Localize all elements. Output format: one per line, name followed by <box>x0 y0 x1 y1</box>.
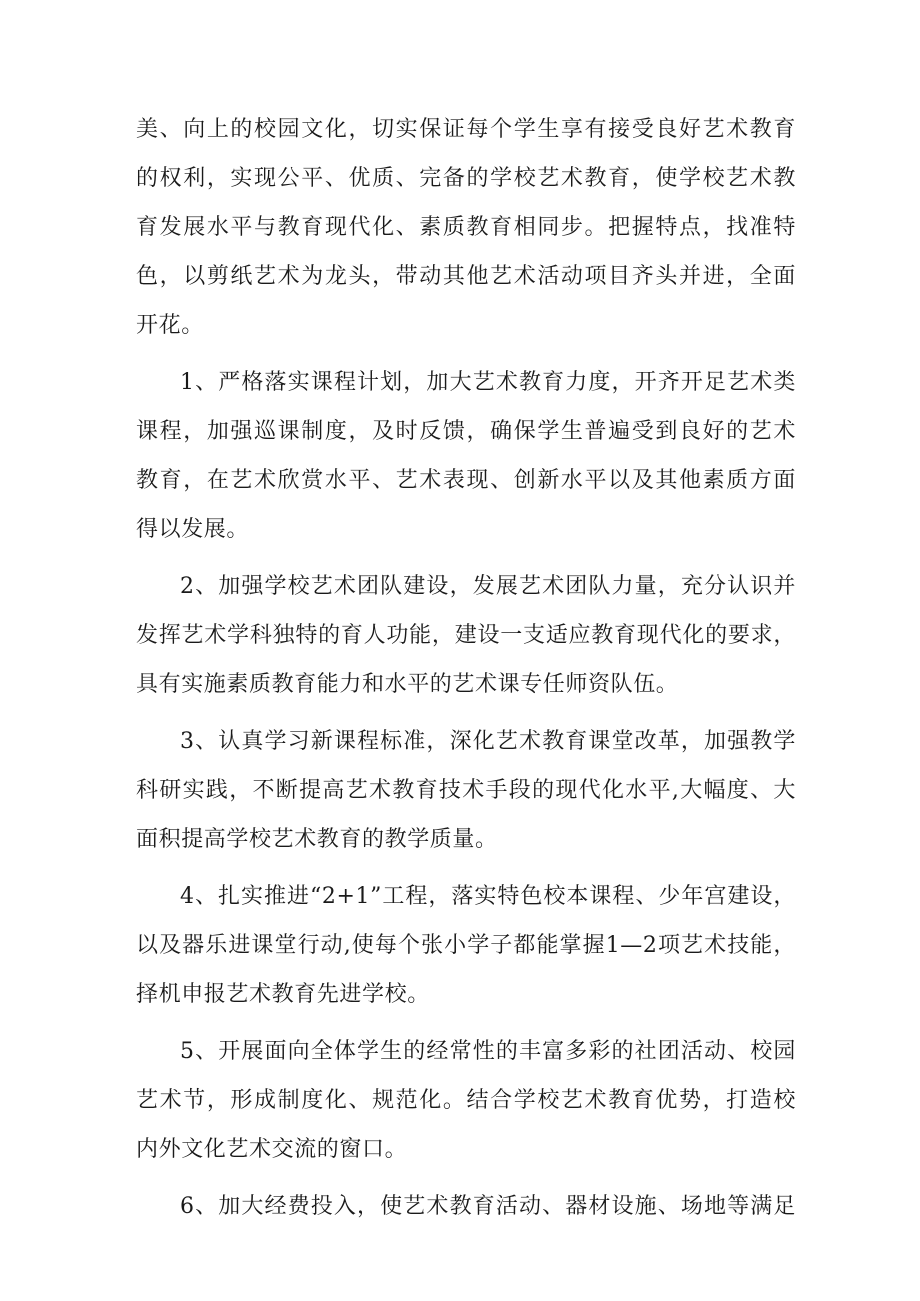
text-line: 以及器乐进课堂行动,使每个张小学子都能掌握1—2项艺术技能， <box>136 933 796 958</box>
text-line: 开花。 <box>136 313 204 338</box>
text-line: 3、认真学习新课程标准，深化艺术教育课堂改革，加强教学 <box>180 729 796 754</box>
paragraph-4 <box>136 717 796 864</box>
text-line: 的权利，实现公平、优质、完备的学校艺术教育，使学校艺术教 <box>136 166 796 191</box>
text-line: 得以发展。 <box>136 517 250 542</box>
paragraph-5 <box>136 872 796 1019</box>
text-line: 择机申报艺术教育先进学校。 <box>136 982 430 1007</box>
text-line: 1、严格落实课程计划，加大艺术教育力度，开齐开足艺术类 <box>180 370 796 395</box>
text-line: 科研实践，不断提高艺术教育技术手段的现代化水平,大幅度、大 <box>136 778 796 803</box>
paragraph-spacer <box>136 1019 796 1027</box>
paragraph-1 <box>136 105 796 350</box>
paragraph-2 <box>136 358 796 554</box>
text-line: 课程，加强巡课制度，及时反馈，确保学生普遍受到良好的艺术 <box>136 419 796 444</box>
text-line: 色，以剪纸艺术为龙头，带动其他艺术活动项目齐头并进，全面 <box>136 264 796 289</box>
paragraph-6 <box>136 1027 796 1174</box>
text-line: 6、加大经费投入，使艺术教育活动、器材设施、场地等满足 <box>180 1194 796 1219</box>
text-line: 2、加强学校艺术团队建设，发展艺术团队力量，充分认识并 <box>180 574 796 599</box>
paragraph-spacer <box>136 350 796 358</box>
text-line: 内外文化艺术交流的窗口。 <box>136 1137 408 1162</box>
text-line: 育发展水平与教育现代化、素质教育相同步。把握特点，找准特 <box>136 215 796 240</box>
paragraph-3 <box>136 562 796 709</box>
text-line: 具有实施素质教育能力和水平的艺术课专任师资队伍。 <box>136 672 679 697</box>
text-line: 艺术节，形成制度化、规范化。结合学校艺术教育优势，打造校 <box>136 1088 796 1113</box>
paragraph-spacer <box>136 864 796 872</box>
paragraph-7 <box>136 1182 796 1231</box>
paragraph-spacer <box>136 1174 796 1182</box>
paragraph-spacer <box>136 554 796 562</box>
document-page <box>136 105 796 1231</box>
text-line: 美、向上的校园文化，切实保证每个学生享有接受良好艺术教育 <box>136 117 796 142</box>
text-line: 面积提高学校艺术教育的教学质量。 <box>136 827 498 852</box>
text-line: 教育，在艺术欣赏水平、艺术表现、创新水平以及其他素质方面 <box>136 468 796 493</box>
paragraph-spacer <box>136 709 796 717</box>
text-line: 发挥艺术学科独特的育人功能，建设一支适应教育现代化的要求， <box>136 623 796 648</box>
text-line: 5、开展面向全体学生的经常性的丰富多彩的社团活动、校园 <box>180 1039 796 1064</box>
text-line: 4、扎实推进“2+1”工程，落实特色校本课程、少年宫建设， <box>180 884 796 909</box>
